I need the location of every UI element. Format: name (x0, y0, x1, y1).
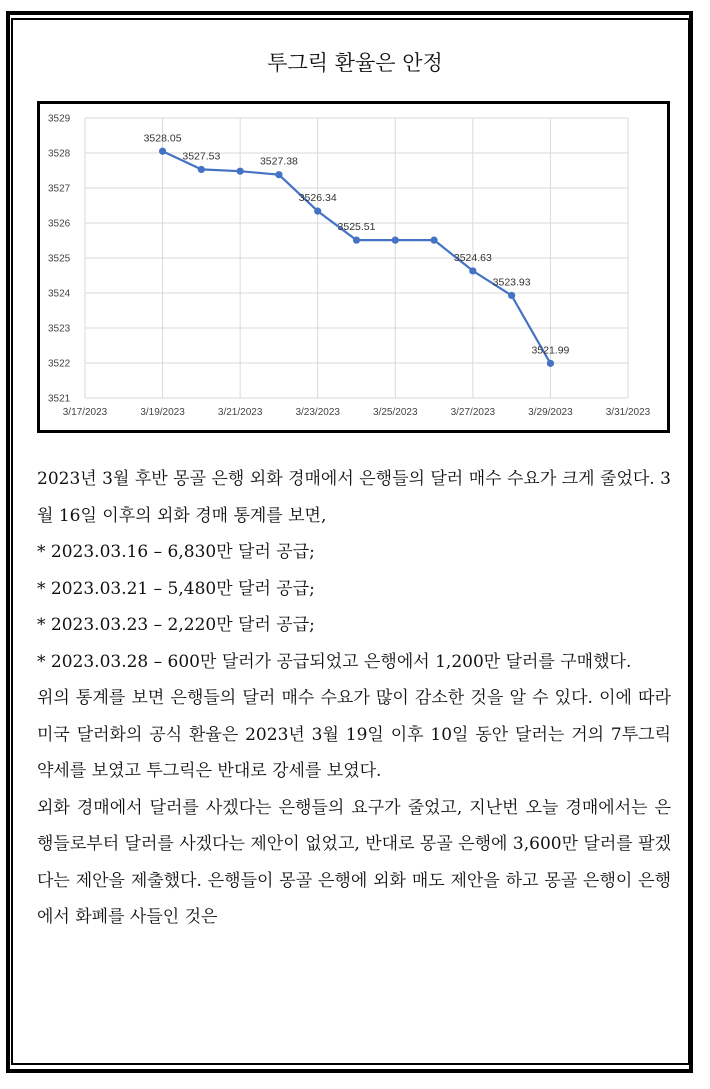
bullet-item: * 2023.03.21 – 5,480만 달러 공급; (37, 578, 315, 599)
data-label: 3521.99 (531, 344, 570, 357)
article-body (37, 461, 671, 936)
y-tick-label: 3527 (48, 183, 71, 195)
data-label: 3527.38 (259, 155, 298, 168)
data-point (547, 360, 554, 367)
data-point (198, 166, 205, 173)
data-point (237, 168, 244, 175)
data-label: 3524.63 (453, 251, 492, 264)
y-tick-label: 3523 (48, 323, 71, 335)
x-tick-label: 3/25/2023 (373, 407, 418, 418)
data-point (159, 148, 166, 155)
data-label: 3525.51 (337, 221, 376, 234)
x-tick-label: 3/21/2023 (217, 407, 263, 418)
y-tick-label: 3522 (48, 358, 71, 370)
series-line (163, 151, 551, 363)
bullet-item: * 2023.03.16 – 6,830만 달러 공급; (37, 542, 315, 562)
data-label: 3527.53 (182, 150, 221, 163)
data-label: 3526.34 (298, 192, 337, 205)
y-tick-label: 3521 (48, 393, 71, 405)
data-label: 3523.93 (492, 276, 531, 289)
x-tick-label: 3/27/2023 (450, 407, 496, 418)
data-point (469, 267, 476, 274)
bullet-item: * 2023.03.23 – 2,220만 달러 공급; (37, 615, 315, 635)
x-tick-label: 3/19/2023 (140, 407, 185, 418)
paragraph-intro: 2023년 3월 후반 몽골 은행 외화 경매에서 은행들의 달러 매수 수요가 크게 줄었다. 3월 16일 이후의 외화 경매 통계를 보면, (37, 469, 671, 526)
data-label: 3528.05 (143, 132, 182, 145)
y-tick-label: 3529 (48, 113, 71, 125)
bullet-item: * 2023.03.28 – 600만 달러가 공급되었고 은행에서 1,200만 달러를 구매했다. (37, 651, 632, 672)
y-tick-label: 3526 (48, 218, 71, 230)
paragraph-auction: 외화 경매에서 달러를 사겠다는 은행들의 요구가 줄었고, 지난번 오늘 경매에서는 은행들로부터 달러를 사겠다는 제안이 없었고, 반대로 몽골 은행에 3,600만 달러를 팔겠다는 제안을 제출했다. 은행들이 몽골 은행에 외화 매도 제안을 하고 몽골 은행이 은행에서 화폐를 사들인 것은 (37, 797, 671, 927)
data-point (392, 237, 399, 244)
y-tick-label: 3528 (48, 148, 71, 160)
data-point (430, 237, 437, 244)
data-point (508, 292, 515, 299)
x-tick-label: 3/23/2023 (295, 407, 340, 418)
x-tick-label: 3/17/2023 (62, 407, 108, 418)
data-point (353, 237, 360, 244)
data-point (314, 208, 321, 215)
x-tick-label: 3/31/2023 (605, 407, 651, 418)
exchange-rate-chart (37, 101, 670, 433)
x-tick-label: 3/29/2023 (528, 407, 573, 418)
chart-svg (40, 104, 667, 430)
y-tick-label: 3525 (48, 253, 71, 265)
y-tick-label: 3524 (48, 288, 71, 300)
data-point (275, 171, 282, 178)
page-title: 투그릭 환율은 안정 (267, 51, 443, 75)
paragraph-analysis: 위의 통계를 보면 은행들의 달러 매수 수요가 많이 감소한 것을 알 수 있다. 이에 따라 미국 달러화의 공식 환율은 2023년 3월 19일 이후 10일 동안 달러는 거의 7투그릭 약세를 보였고 투그릭은 반대로 강세를 보였다. (37, 688, 671, 781)
